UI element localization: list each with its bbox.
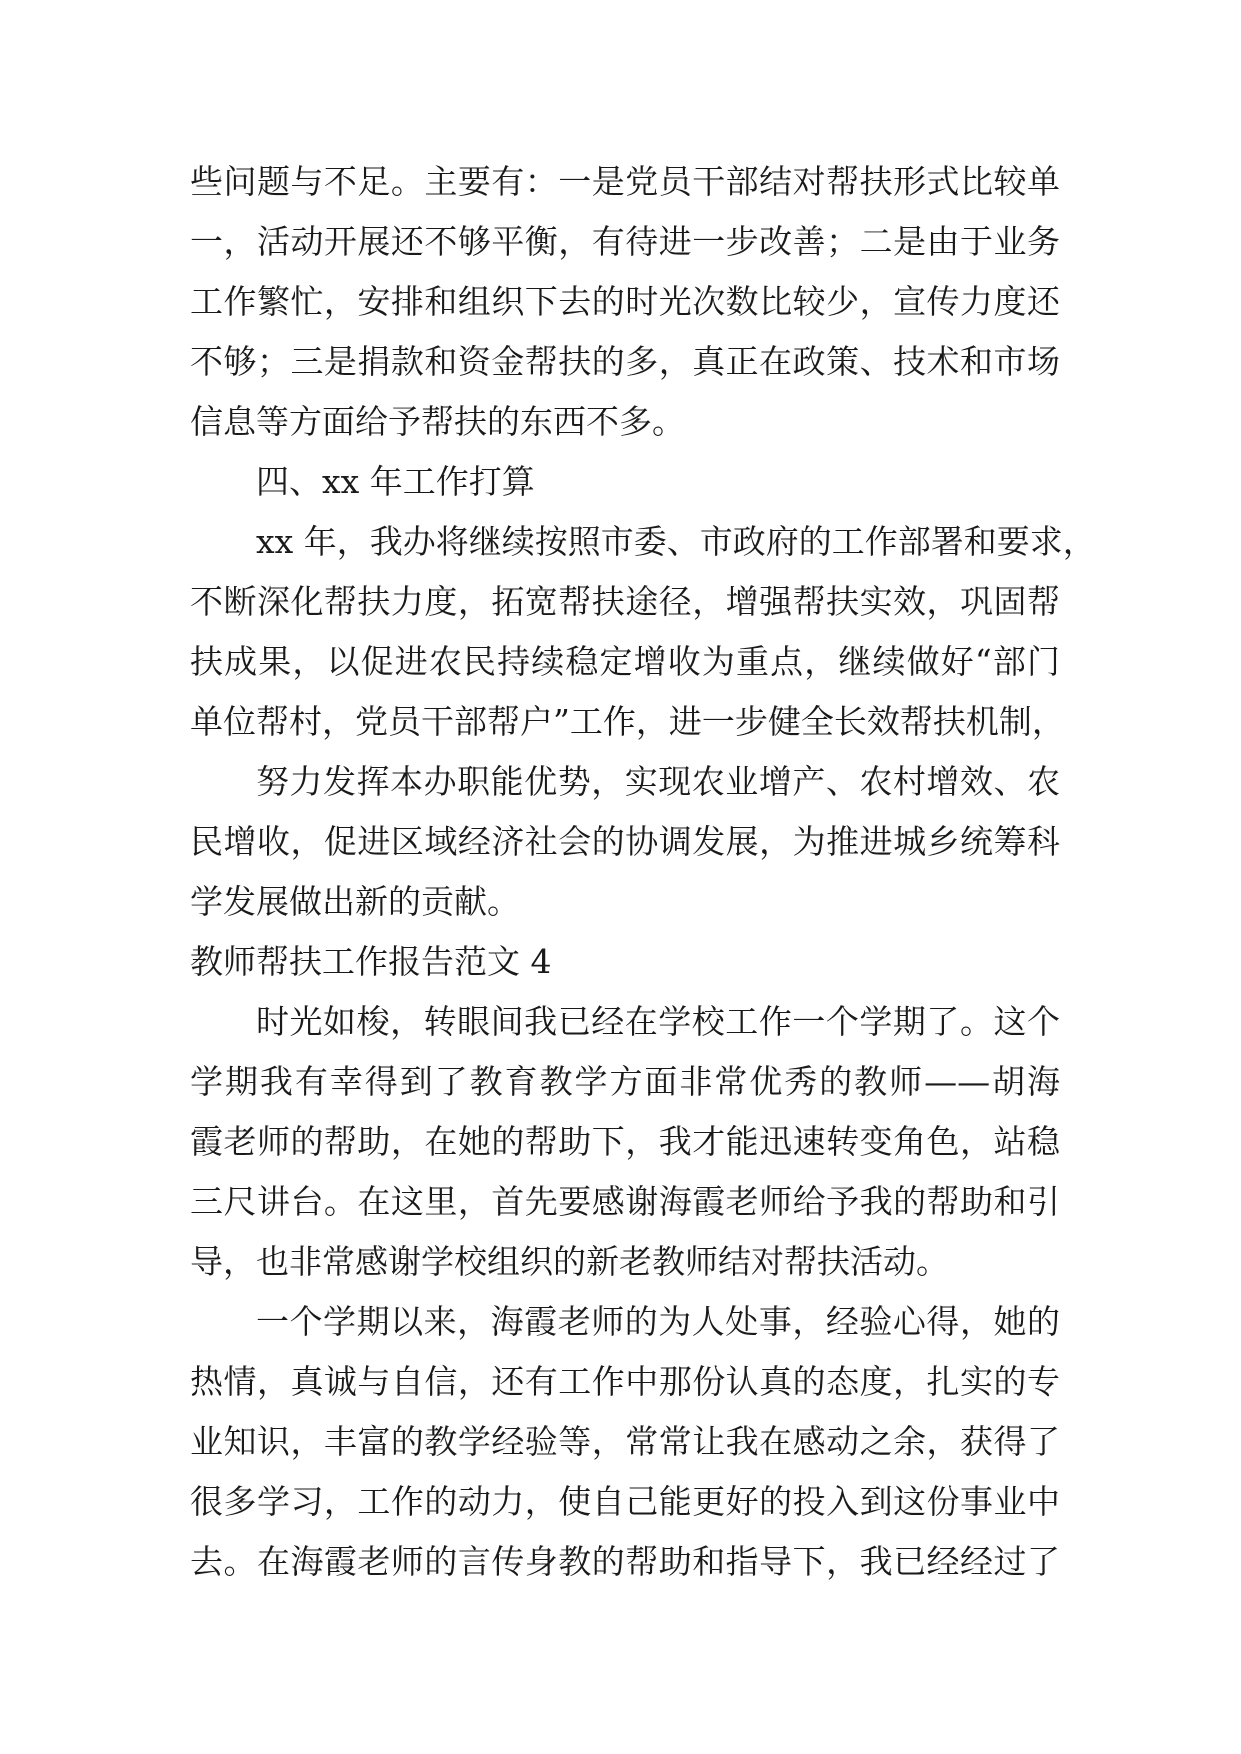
paragraph-line: 热情，真诚与自信，还有工作中那份认真的态度，扎实的专: [190, 1362, 1060, 1401]
paragraph-line: 学发展做出新的贡献。: [190, 882, 520, 921]
paragraph-line: 些问题与不足。主要有：一是党员干部结对帮扶形式比较单: [190, 162, 1060, 201]
paragraph-line: 工作繁忙，安排和组织下去的时光次数比较少，宣传力度还: [190, 282, 1060, 321]
paragraph-line: 很多学习，工作的动力，使自己能更好的投入到这份事业中: [190, 1482, 1060, 1521]
paragraph-line: 不断深化帮扶力度，拓宽帮扶途径，增强帮扶实效，巩固帮: [190, 582, 1060, 621]
article-title: 教师帮扶工作报告范文 4: [190, 942, 552, 981]
paragraph-line: 民增收，促进区域经济社会的协调发展，为推进城乡统筹科: [190, 822, 1060, 861]
section-heading: 四、xx 年工作打算: [256, 462, 535, 501]
paragraph-line: 学期我有幸得到了教育教学方面非常优秀的教师——胡海: [190, 1062, 1060, 1101]
paragraph-line: 扶成果，以促进农民持续稳定增收为重点，继续做好“部门: [190, 642, 1060, 681]
paragraph-line: 努力发挥本办职能优势，实现农业增产、农村增效、农: [256, 762, 1060, 801]
paragraph-line: 单位帮村，党员干部帮户”工作，进一步健全长效帮扶机制，: [190, 702, 1065, 741]
paragraph-line: 不够；三是捐款和资金帮扶的多，真正在政策、技术和市场: [190, 342, 1060, 381]
paragraph-line: 一个学期以来，海霞老师的为人处事，经验心得，她的: [256, 1302, 1060, 1341]
paragraph-line: 业知识，丰富的教学经验等，常常让我在感动之余，获得了: [190, 1422, 1060, 1461]
paragraph-line: xx 年，我办将继续按照市委、市政府的工作部署和要求，: [256, 522, 1096, 561]
paragraph-line: 导，也非常感谢学校组织的新老教师结对帮扶活动。: [190, 1242, 949, 1281]
paragraph-line: 去。在海霞老师的言传身教的帮助和指导下，我已经经过了: [190, 1542, 1060, 1581]
paragraph-line: 一，活动开展还不够平衡，有待进一步改善；二是由于业务: [190, 222, 1060, 261]
paragraph-line: 三尺讲台。在这里，首先要感谢海霞老师给予我的帮助和引: [190, 1182, 1060, 1221]
paragraph-line: 信息等方面给予帮扶的东西不多。: [190, 402, 685, 441]
paragraph-line: 霞老师的帮助，在她的帮助下，我才能迅速转变角色，站稳: [190, 1122, 1060, 1161]
paragraph-line: 时光如梭，转眼间我已经在学校工作一个学期了。这个: [256, 1002, 1060, 1041]
